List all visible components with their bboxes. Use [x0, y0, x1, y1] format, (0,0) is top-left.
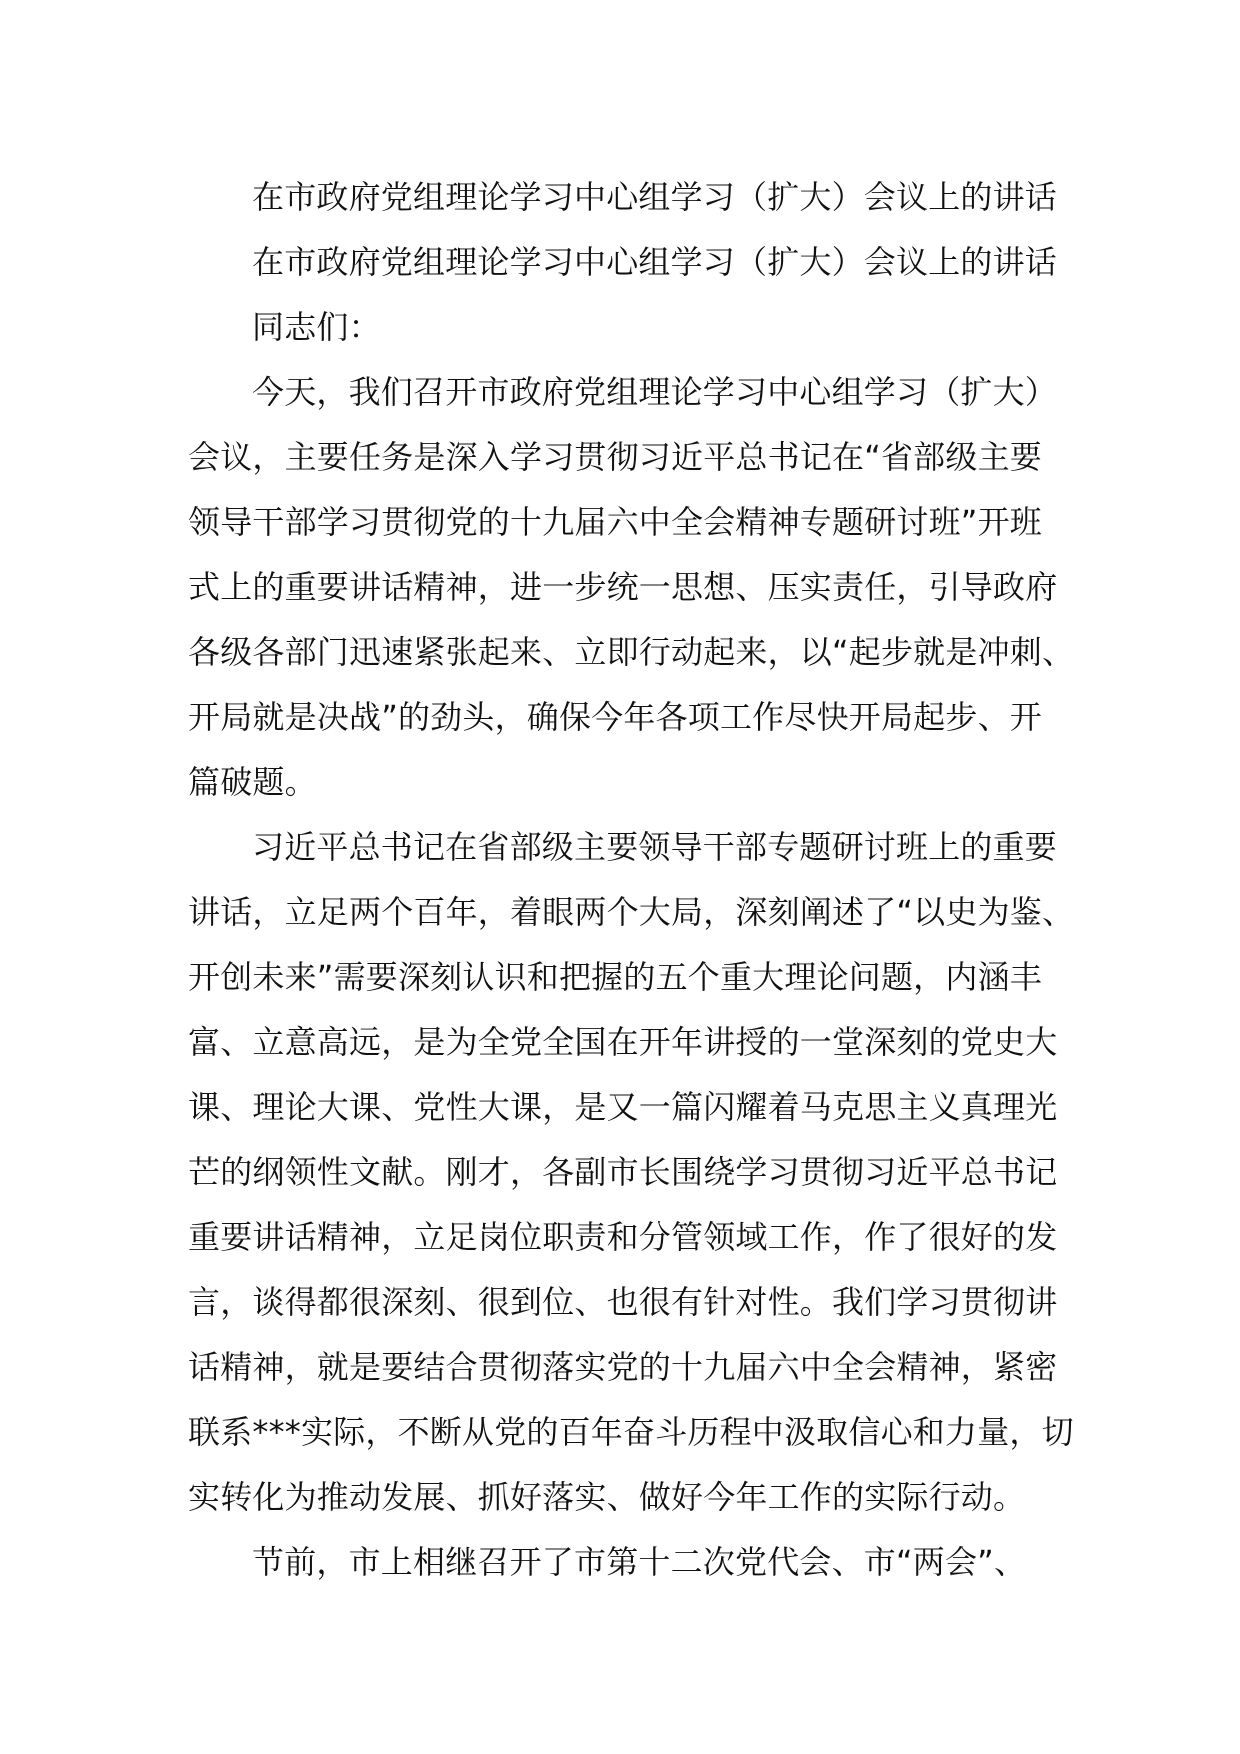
paragraph-2-line-8: 言，谈得都很深刻、很到位、也很有针对性。我们学习贯彻讲	[188, 1283, 1058, 1321]
document-subtitle: 在市政府党组理论学习中心组学习（扩大）会议上的讲话	[252, 243, 1058, 281]
salutation: 同志们：	[252, 308, 381, 346]
paragraph-2-line-3: 开创未来”需要深刻认识和把握的五个重大理论问题，内涵丰	[188, 958, 1042, 996]
paragraph-2-line-5: 课、理论大课、党性大课，是又一篇闪耀着马克思主义真理光	[188, 1088, 1058, 1126]
document-title: 在市政府党组理论学习中心组学习（扩大）会议上的讲话	[252, 178, 1058, 216]
paragraph-1-line-1: 今天，我们召开市政府党组理论学习中心组学习（扩大）	[252, 373, 1058, 411]
paragraph-1-line-4: 式上的重要讲话精神，进一步统一思想、压实责任，引导政府	[188, 568, 1058, 606]
paragraph-1-line-5: 各级各部门迅速紧张起来、立即行动起来，以“起步就是冲刺、	[188, 633, 1075, 671]
paragraph-2-line-7: 重要讲话精神，立足岗位职责和分管领域工作，作了很好的发	[188, 1218, 1058, 1256]
paragraph-1-line-6: 开局就是决战”的劲头，确保今年各项工作尽快开局起步、开	[188, 698, 1042, 736]
paragraph-2-line-2: 讲话，立足两个百年，着眼两个大局，深刻阐述了“以史为鉴、	[188, 893, 1075, 931]
paragraph-2-line-6: 芒的纲领性文献。刚才，各副市长围绕学习贯彻习近平总书记	[188, 1153, 1058, 1191]
paragraph-1-line-2: 会议，主要任务是深入学习贯彻习近平总书记在“省部级主要	[188, 438, 1042, 476]
paragraph-3-line-1: 节前，市上相继召开了市第十二次党代会、市“两会”、	[252, 1543, 1027, 1581]
paragraph-2-line-9: 话精神，就是要结合贯彻落实党的十九届六中全会精神，紧密	[188, 1348, 1058, 1386]
paragraph-2-line-10: 联系***实际，不断从党的百年奋斗历程中汲取信心和力量，切	[188, 1413, 1074, 1451]
paragraph-2-line-11: 实转化为推动发展、抓好落实、做好今年工作的实际行动。	[188, 1478, 1026, 1516]
paragraph-1-line-3: 领导干部学习贯彻党的十九届六中全会精神专题研讨班”开班	[188, 503, 1042, 541]
paragraph-2-line-1: 习近平总书记在省部级主要领导干部专题研讨班上的重要	[252, 828, 1058, 866]
paragraph-2-line-4: 富、立意高远，是为全党全国在开年讲授的一堂深刻的党史大	[188, 1023, 1058, 1061]
paragraph-1-line-7: 篇破题。	[188, 763, 317, 801]
